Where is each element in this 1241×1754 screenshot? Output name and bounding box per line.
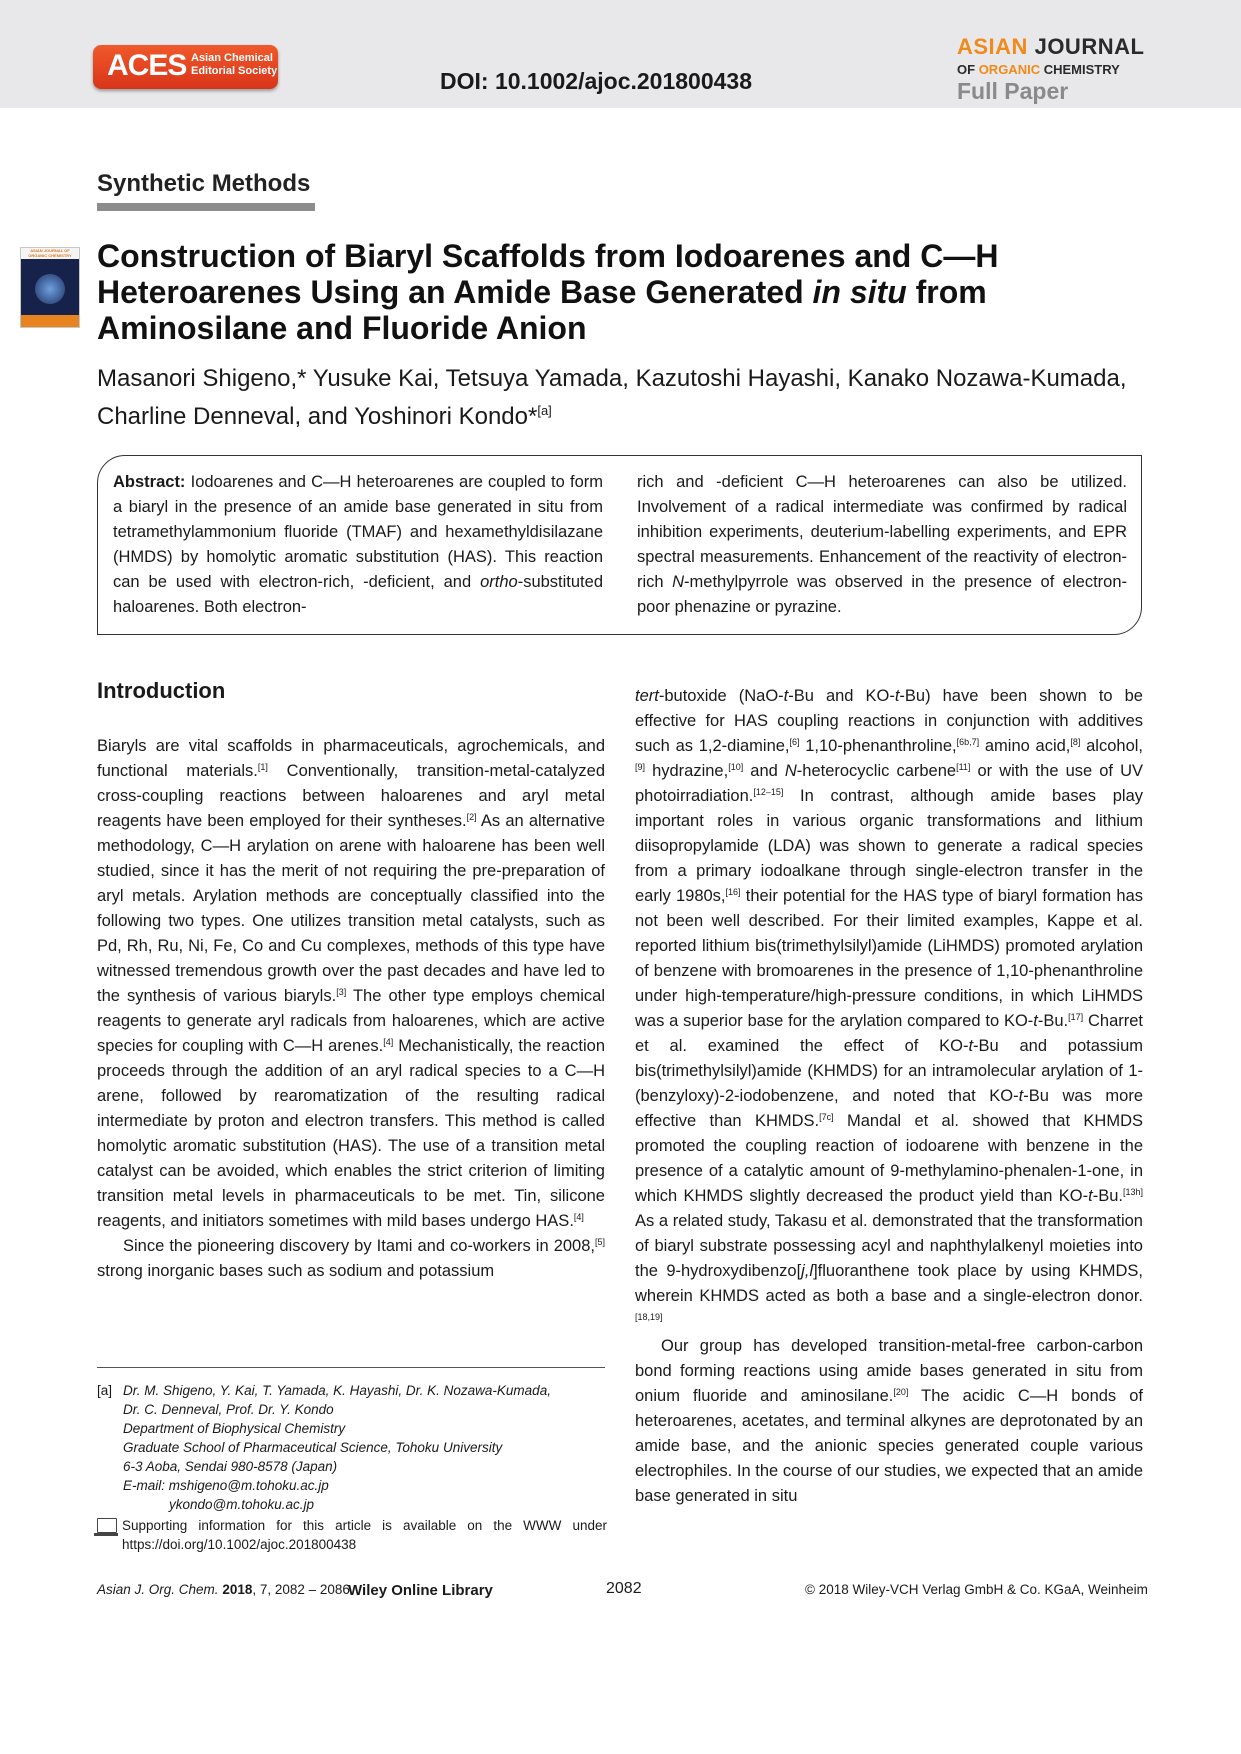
journal-logo-line1: ASIAN JOURNAL <box>957 34 1145 59</box>
footnote-line: Dr. M. Shigeno, Y. Kai, T. Yamada, K. Hayashi, Dr. K. Nozawa-Kumada, <box>123 1383 551 1398</box>
footnote-line: Graduate School of Pharmaceutical Science, Tohoku University <box>123 1440 503 1455</box>
journal-cover-thumbnail[interactable] <box>20 247 80 328</box>
footnote-divider <box>97 1367 605 1368</box>
aces-logo[interactable] <box>93 45 278 89</box>
doi-label[interactable]: DOI: 10.1002/ajoc.201800438 <box>440 68 753 94</box>
aces-logo-text: ACES <box>107 49 187 82</box>
cover-band <box>21 315 79 327</box>
wiley-online-library-link[interactable]: Wiley Online Library <box>348 1582 493 1599</box>
computer-icon <box>97 1518 117 1533</box>
email-link[interactable]: ykondo@m.tohoku.ac.jp <box>169 1497 315 1512</box>
footnote-mark: [a] <box>97 1383 113 1398</box>
page-number: 2082 <box>606 1580 642 1597</box>
section-label: Synthetic Methods <box>97 170 311 197</box>
email-link[interactable]: E-mail: mshigeno@m.tohoku.ac.jp <box>123 1478 329 1493</box>
copyright: © 2018 Wiley-VCH Verlag GmbH & Co. KGaA, Weinheim <box>805 1582 1148 1597</box>
citation-footer: Asian J. Org. Chem. 2018, 7, 2082 – 2086 <box>97 1582 350 1597</box>
abstract-left-column: Abstract: Iodoarenes and C—H heteroarenes are coupled to form a biaryl in the presence of an amide base generated in situ from tetramethylammonium fluoride (TMAF) and hexamethyldisilazane (HMDS) by homolytic aromatic substitution (HAS). This reaction can be used with electron-rich, -deficient, and ortho-substituted haloarenes. Both electron- <box>113 473 603 616</box>
intro-paragraph-1: Biaryls are vital scaffolds in pharmaceuticals, agrochemicals, and functional materials.[1] Conventionally, transition-metal-catalyzed cross-coupling reactions between haloarenes and aryl metal reagents have been employed for their syntheses.[2] As an alternative methodology, C—H arylation on arene with haloarene has been well studied, since it has the merit of not requiring the pre-preparation of aryl metals. Arylation methods are conceptually classified into the following two types. One utilizes transition metal catalysts, such as Pd, Rh, Ru, Ni, Fe, Co and Cu complexes, methods of this type have witnessed tremendous growth over the past decades and have led to the synthesis of various biaryls.[3] The other type employs chemical reagents to generate aryl radicals from haloarenes, which are active species for coupling with C—H arenes.[4] Mechanistically, the reaction proceeds through the addition of an aryl radical species to a C—H arene, followed by rearomatization of the resulting radical intermediate by proton and electron transfers. This method is called homolytic aromatic substitution (HAS). The use of a transition metal catalyst can be avoided, which enables the strict criterion of limiting transition metal levels in pharmaceuticals to be met. Tin, silicone reagents, and initiators sometimes with mild bases undergo HAS.[4] <box>97 737 606 1230</box>
body-left-column <box>97 734 605 1284</box>
intro-paragraph-2: Since the pioneering discovery by Itami and co-workers in 2008,[5] strong inorganic bases such as sodium and potassium <box>97 1237 605 1280</box>
cover-graphic <box>35 274 65 304</box>
article-title: Construction of Biaryl Scaffolds from Iodoarenes and C—H Heteroarenes Using an Amide Base Generated in situ from Aminosilane and Fluoride Anion <box>97 238 999 346</box>
abstract-right-column: rich and -deficient C—H heteroarenes can also be utilized. Involvement of a radical intermediate was confirmed by radical inhibition experiments, deuterium-labelling experiments, and EPR spectral measurements. Enhancement of the reactivity of electron-rich N-methylpyrrole was observed in the presence of electron-poor phenazine or pyrazine. <box>637 473 1128 616</box>
article-type: Full Paper <box>957 78 1069 104</box>
cover-label: ASIAN JOURNAL OF ORGANIC CHEMISTRY <box>21 248 79 259</box>
footnote-line: Dr. C. Denneval, Prof. Dr. Y. Kondo <box>123 1402 334 1417</box>
author-list: Masanori Shigeno,* Yusuke Kai, Tetsuya Yamada, Kazutoshi Hayashi, Kanako Nozawa-Kumada, Charline Denneval, and Yoshinori Kondo*[a] <box>97 365 1127 430</box>
body-right-column <box>635 684 1143 1509</box>
footnote-line: 6-3 Aoba, Sendai 980-8578 (Japan) <box>123 1459 338 1474</box>
journal-logo-line2: OF ORGANIC CHEMISTRY <box>957 62 1120 77</box>
intro-paragraph-2-cont: tert-butoxide (NaO-t-Bu and KO-t-Bu) have been shown to be effective for HAS coupling reactions in conjunction with additives such as 1,2-diamine,[6] 1,10-phenanthroline,[6b,7] amino acid,[8] alcohol,[9] hydrazine,[10] and N-heterocyclic carbene[11] or with the use of UV photoirradiation.[12–15] In contrast, although amide bases play important roles in various organic transformations and lithium diisopropylamide (LDA) was shown to generate a radical species from a primary iodoalkane through single-electron transfer in the early 1980s,[16] their potential for the HAS type of biaryl formation has not been well described. For their limited examples, Kappe et al. reported lithium bis(trimethylsilyl)amide (LiHMDS) promoted arylation of benzene with bromoarenes in the presence of 1,10-phenanthroline under high-temperature/high-pressure conditions, in which LiHMDS was a superior base for the arylation compared to KO-t-Bu.[17] Charret et al. examined the effect of KO-t-Bu and potassium bis(trimethylsilyl)amide (KHMDS) for an intramolecular arylation of 1-(benzyloxy)-2-iodobenzene, and noted that KO-t-Bu was more effective than KHMDS.[7c] Mandal et al. showed that KHMDS promoted the coupling reaction of iodoarene with benzene in the presence of a catalytic amount of 9-methylamino-phenalen-1-one, in which KHMDS slightly decreased the product yield than KO-t-Bu.[13h] As a related study, Takasu et al. demonstrated that the transformation of biaryl substrate possessing acyl and naphthylalkenyl moieties into the 9-hydroxydibenzo[j,l]fluoranthene took place by using KHMDS, wherein KHMDS acted as both a base and a single-electron donor.[18,19] <box>635 687 1143 1322</box>
introduction-heading: Introduction <box>97 678 226 703</box>
supporting-info-link[interactable]: Supporting information for this article is available on the WWW under https://doi.org/10.1002/ajoc.201800438 <box>122 1518 607 1552</box>
intro-paragraph-3: Our group has developed transition-metal-free carbon-carbon bond forming reactions using amide bases generated in situ from onium fluoride and aminosilane.[20] The acidic C—H bonds of heteroarenes, acetates, and terminal alkynes are deprotonated by an amide base, and the anionic species generated couple various electrophiles. In the course of our studies, we expected that an amide base generated in situ <box>635 1337 1143 1505</box>
footnote-line: Department of Biophysical Chemistry <box>123 1421 346 1436</box>
section-underline <box>97 203 315 211</box>
aces-logo-subtitle: Asian Chemical Editorial Society <box>191 52 278 77</box>
affiliation-mark: [a] <box>537 403 552 418</box>
